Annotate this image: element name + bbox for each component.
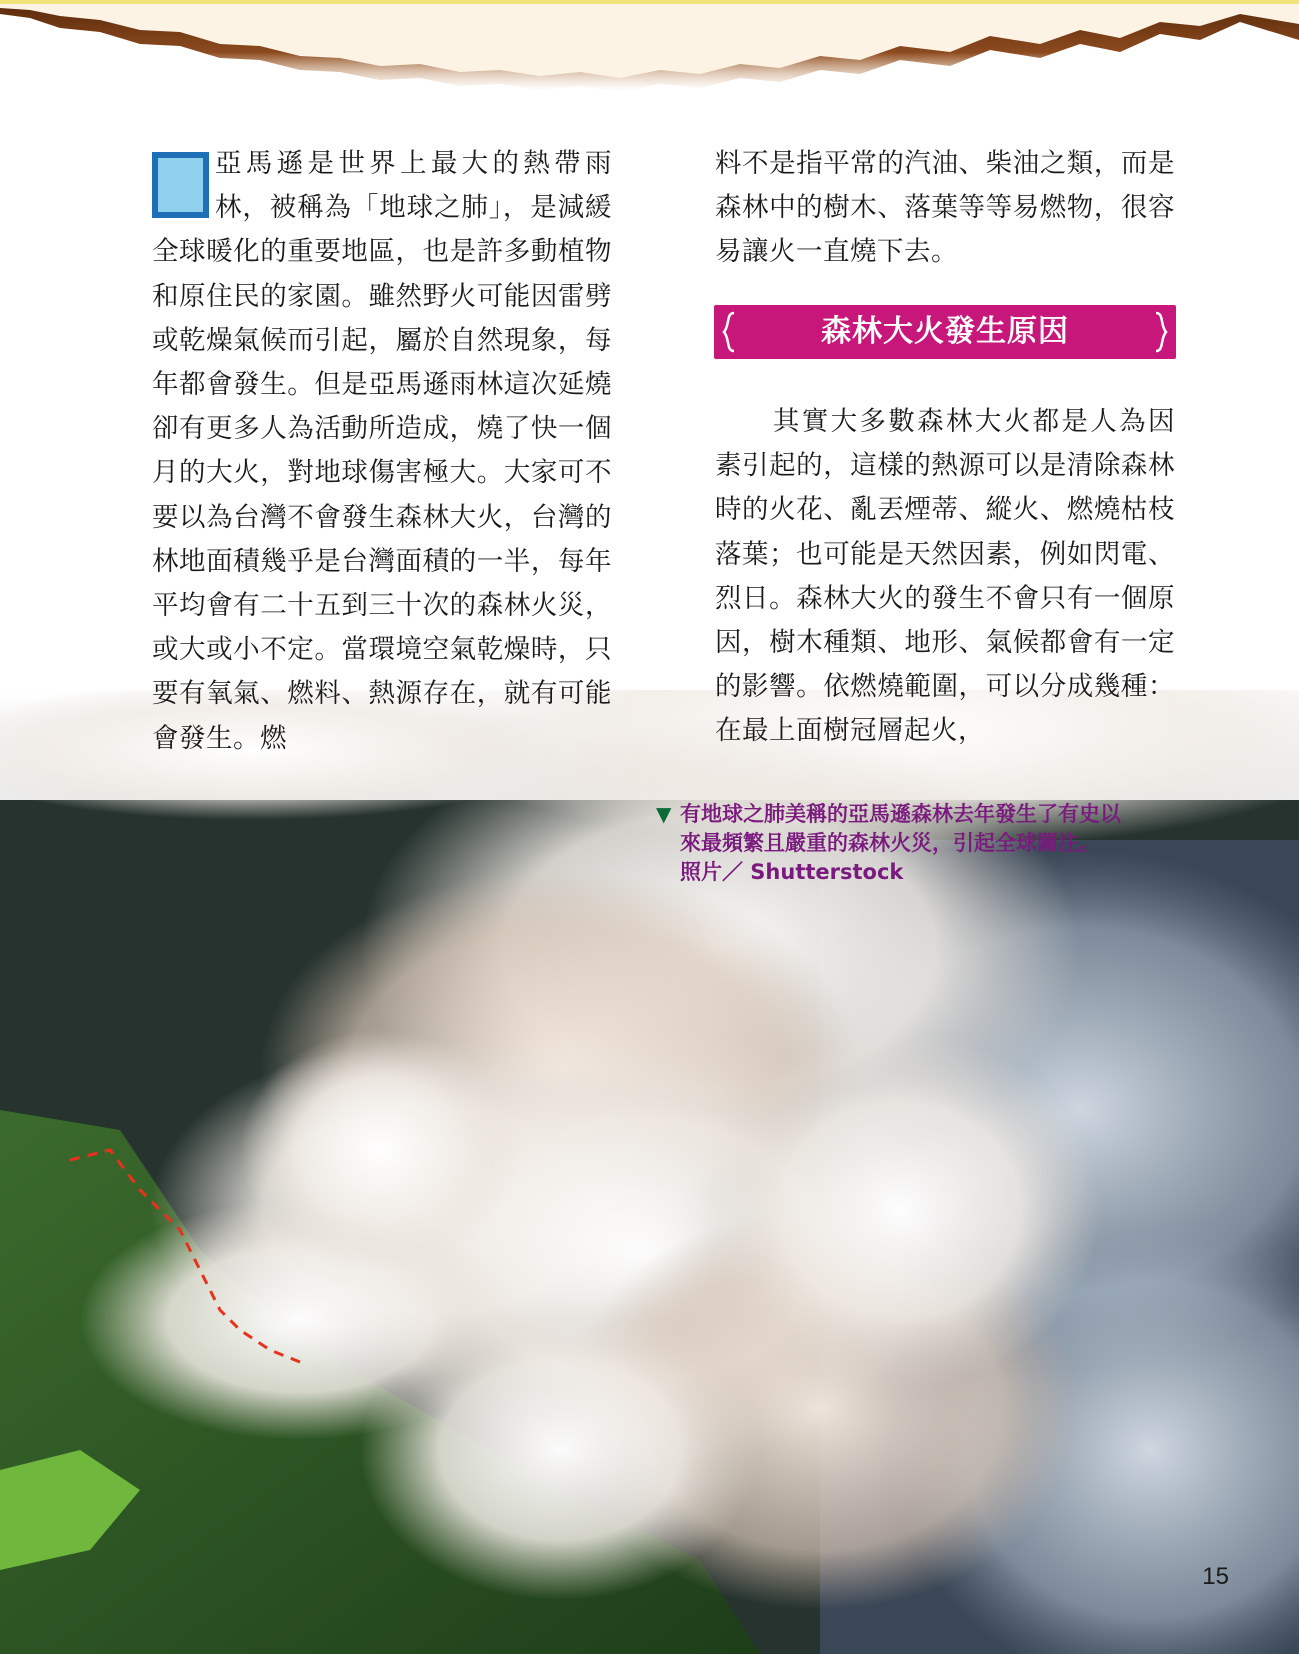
right-column-top-text: 料不是指平常的汽油、柴油之類，而是森林中的樹木、落葉等等易燃物，很容易讓火一直燒下去。 xyxy=(715,148,1175,268)
caption-line-2: 來最頻繁且嚴重的森林火災，引起全球關注。 xyxy=(680,831,1100,855)
page-number: 15 xyxy=(1202,1563,1229,1590)
burnt-paper-top-border xyxy=(0,0,1299,130)
right-brace-icon xyxy=(1152,311,1170,353)
article-right-column-top xyxy=(715,142,1175,275)
caption-triangle-icon: ▼ xyxy=(656,802,672,826)
section-heading-band xyxy=(714,305,1176,359)
right-column-bottom-text: 其實大多數森林大火都是人為因素引起的，這樣的熱源可以是清除森林時的火花、亂丟煙蒂、縱火、燃燒枯枝落葉；也可能是天然因素，例如閃電、烈日。森林大火的發生不會只有一個原因，樹木種類、地形、氣候都會有一定的影響。依燃燒範圍，可以分成幾種：在最上面樹冠層起火， xyxy=(715,406,1175,747)
left-column-text: 亞馬遜是世界上最大的熱帶雨林，被稱為「地球之肺」，是減緩全球暖化的重要地區，也是許多動植物和原住民的家園。雖然野火可能因雷劈或乾燥氣候而引起，屬於自然現象，每年都會發生。但是亞馬遜雨林這次延燒卻有更多人為活動所造成，燒了快一個月的大火，對地球傷害極大。大家可不要以為台灣不會發生森林大火，台灣的林地面積幾乎是台灣面積的一半，每年平均會有二十五到三十次的森林火災，或大或小不定。當環境空氣乾燥時，只要有氧氣、燃料、熱源存在，就有可能會發生。燃 xyxy=(152,148,612,754)
photo-caption xyxy=(656,800,1216,887)
section-heading: 森林大火發生原因 xyxy=(821,314,1069,349)
article-right-column-bottom xyxy=(715,400,1175,754)
caption-line-1: 有地球之肺美稱的亞馬遜森林去年發生了有史以 xyxy=(680,802,1121,826)
article-left-column xyxy=(152,142,612,761)
drop-cap-square xyxy=(152,152,209,218)
caption-credit: 照片／ Shutterstock xyxy=(680,860,904,884)
